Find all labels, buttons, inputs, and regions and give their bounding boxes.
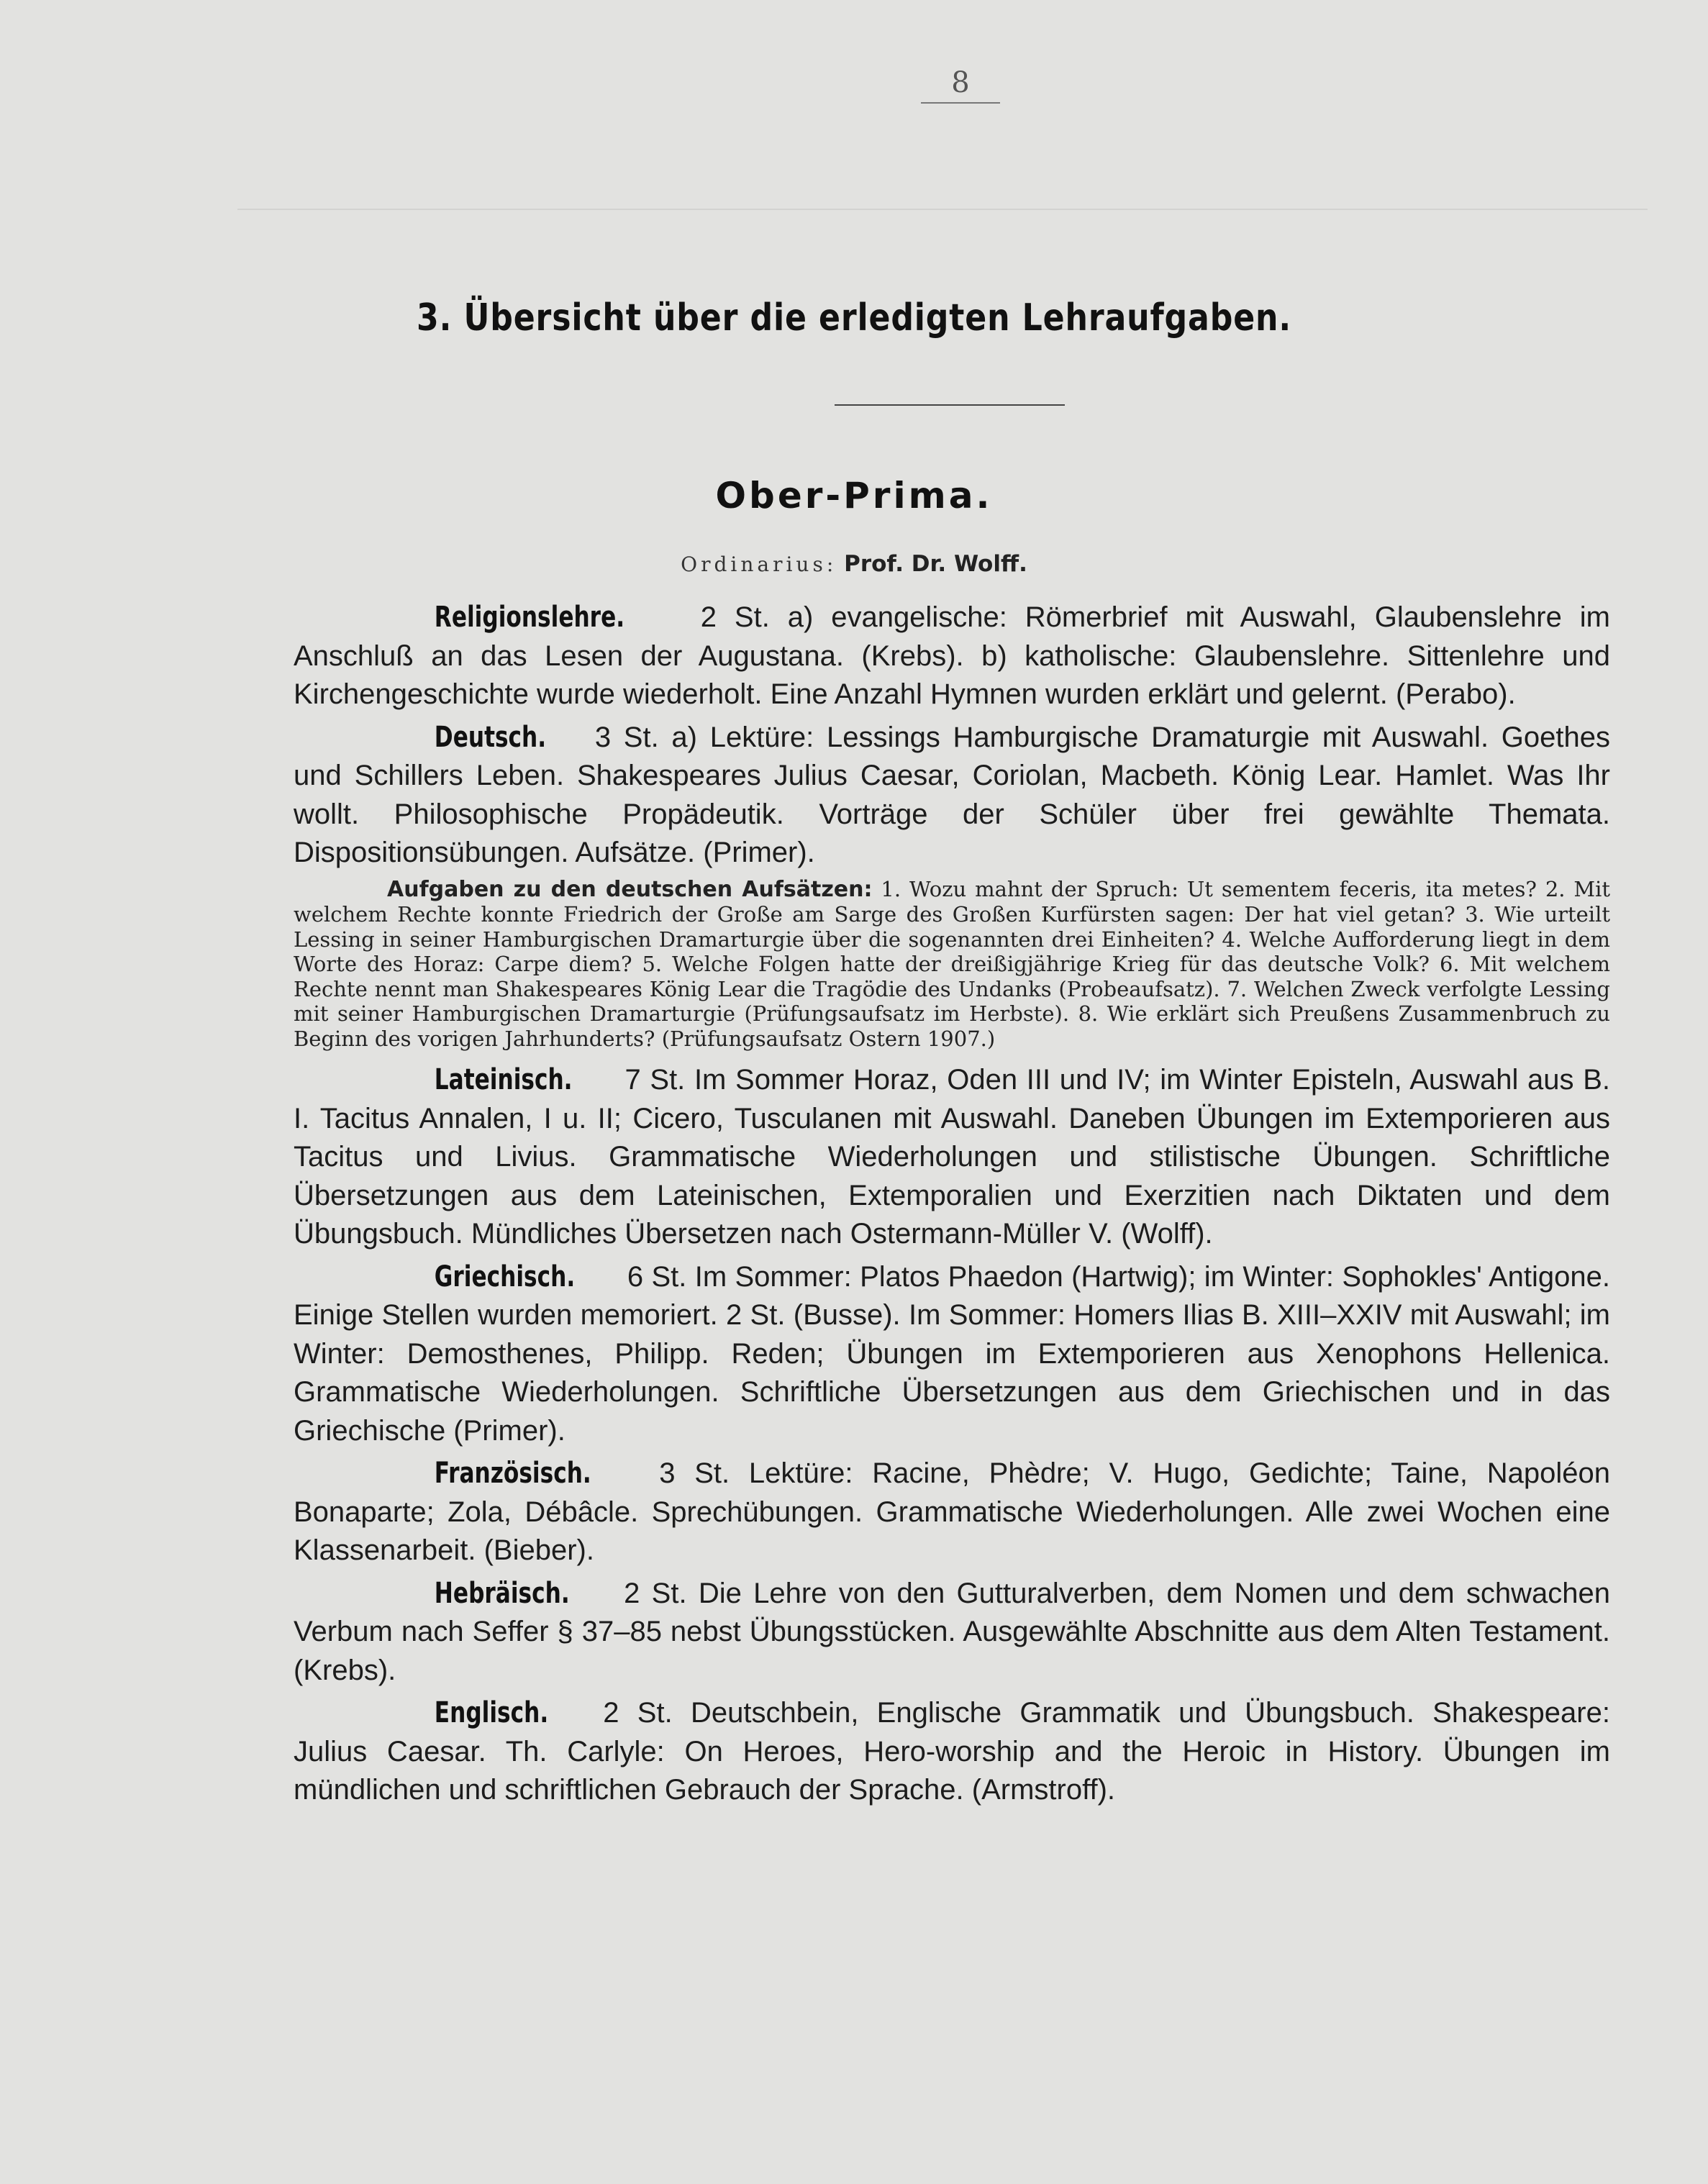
essay-topics bbox=[294, 877, 1610, 1052]
subject-name: Hebräisch. bbox=[434, 1576, 570, 1610]
subject-text: 3 St. a) Lektüre: Lessings Hamburgische Dramaturgie mit Auswahl. Goethes und Schillers Leben. Shakespeares Julius Caesar, Coriolan, Macbeth. König Lear. Hamlet. Was Ihr wollt. Philosophische Propädeutik. Vorträge der Schüler über frei gewählte Themata. Dispositionsübungen. Aufsätze. (Primer). bbox=[294, 721, 1610, 868]
subject-text: 2 St. Deutschbein, Englische Grammatik und Übungsbuch. Shakespeare: Julius Caesar. Th. Carlyle: On Heroes, Hero-worship and the Heroic in History. Übungen im mündlichen und schriftlichen Gebrauch der Sprache. (Armstroff). bbox=[294, 1697, 1610, 1806]
class-title: Ober-Prima. bbox=[715, 475, 993, 517]
ordinarius-name: Prof. Dr. Wolff. bbox=[844, 551, 1027, 577]
subject-englisch bbox=[294, 1694, 1610, 1810]
ordinarius-line bbox=[0, 551, 1708, 577]
main-content bbox=[294, 599, 1610, 1814]
page-number: 8 bbox=[921, 66, 1000, 104]
ordinarius-label: Ordinarius: bbox=[681, 552, 837, 576]
subject-deutsch bbox=[294, 719, 1610, 873]
subject-name: Religionslehre. bbox=[434, 601, 625, 634]
subject-griechisch bbox=[294, 1258, 1610, 1451]
essay-topics-text: 1. Wozu mahnt der Spruch: Ut sementem feceris, ita metes? 2. Mit welchem Rechte konnte Friedrich der Große am Sarge des Großen Kurfürsten sagen: Der hat viel getan? 3. Wie urteilt Lessing in seiner Hamburgischen Dramarturgie über die sogenannten drei Einheiten? 4. Welche Aufforderung liegt in dem Worte des Horaz: Carpe diem? 5. Welche Folgen hatte der dreißigjährige Krieg für das deutsche Volk? 6. Mit welchem Rechte nennt man Shakespeares König Lear die Tragödie des Undanks (Probeaufsatz). 7. Welchen Zweck verfolgte Lessing mit seiner Hamburgischen Dramarturgie (Prüfungsaufsatz im Herbste). 8. Wie erklärt sich Preußens Zusammenbruch zu Beginn des vorigen Jahrhunderts? (Prüfungsaufsatz Ostern 1907.) bbox=[294, 876, 1611, 1051]
subject-name: Deutsch. bbox=[434, 720, 547, 754]
bleed-through-rule bbox=[237, 209, 1648, 210]
subject-name: Englisch. bbox=[434, 1696, 549, 1729]
subject-franzoesisch bbox=[294, 1455, 1610, 1570]
subject-name: Griechisch. bbox=[434, 1260, 576, 1293]
subject-text: 6 St. Im Sommer: Platos Phaedon (Hartwig); im Winter: Sophokles' Antigone. Einige Stellen wurden memoriert. 2 St. (Busse). Im Sommer: Homers Ilias B. XIII–XXIV mit Auswahl; im Winter: Demosthenes, Philipp. Reden; Übungen im Extemporieren aus Xenophons Hellenica. Grammatische Wiederholungen. Schriftliche Übersetzungen aus dem Griechischen und in das Griechische (Primer). bbox=[294, 1260, 1610, 1447]
subject-latein bbox=[294, 1061, 1610, 1254]
title-divider bbox=[835, 404, 1065, 406]
section-title: 3. Übersicht über die erledigten Lehraufgaben. bbox=[417, 296, 1291, 340]
subject-name: Lateinisch. bbox=[434, 1063, 573, 1096]
subject-name: Französisch. bbox=[434, 1457, 591, 1490]
essay-topics-heading: Aufgaben zu den deutschen Aufsätzen: bbox=[387, 876, 873, 902]
subject-text: 7 St. Im Sommer Horaz, Oden III und IV; im Winter Episteln, Auswahl aus B. I. Tacitus Annalen, I u. II; Cicero, Tusculanen mit Auswahl. Daneben Übungen im Extemporieren aus Tacitus und Livius. Grammatische Wiederholungen und stilistische Übungen. Schriftliche Übersetzungen aus dem Lateinischen, Extemporalien und Exerzitien nach Diktaten und dem Übungsbuch. Mündliches Übersetzen nach Ostermann-Müller V. (Wolff). bbox=[294, 1064, 1610, 1250]
subject-text: 3 St. Lektüre: Racine, Phèdre; V. Hugo, Gedichte; Taine, Napoléon Bonaparte; Zola, Débâcle. Sprechübungen. Grammatische Wiederholungen. Alle zwei Wochen eine Klassenarbeit. (Bieber). bbox=[294, 1457, 1610, 1566]
subject-hebraeisch bbox=[294, 1575, 1610, 1691]
subject-text: 2 St. a) evangelische: Römerbrief mit Auswahl, Glaubenslehre im Anschluß an das Lesen der Augustana. (Krebs). b) katholische: Glaubenslehre. Sittenlehre und Kirchengeschichte wurde wiederholt. Eine Anzahl Hymnen wurden erklärt und gelernt. (Perabo). bbox=[294, 601, 1610, 710]
subject-religion bbox=[294, 599, 1610, 714]
subject-text: 2 St. Die Lehre von den Gutturalverben, dem Nomen und dem schwachen Verbum nach Seffer § 37–85 nebst Übungsstücken. Ausgewählte Abschnitte aus dem Alten Testament. (Krebs). bbox=[294, 1577, 1610, 1686]
